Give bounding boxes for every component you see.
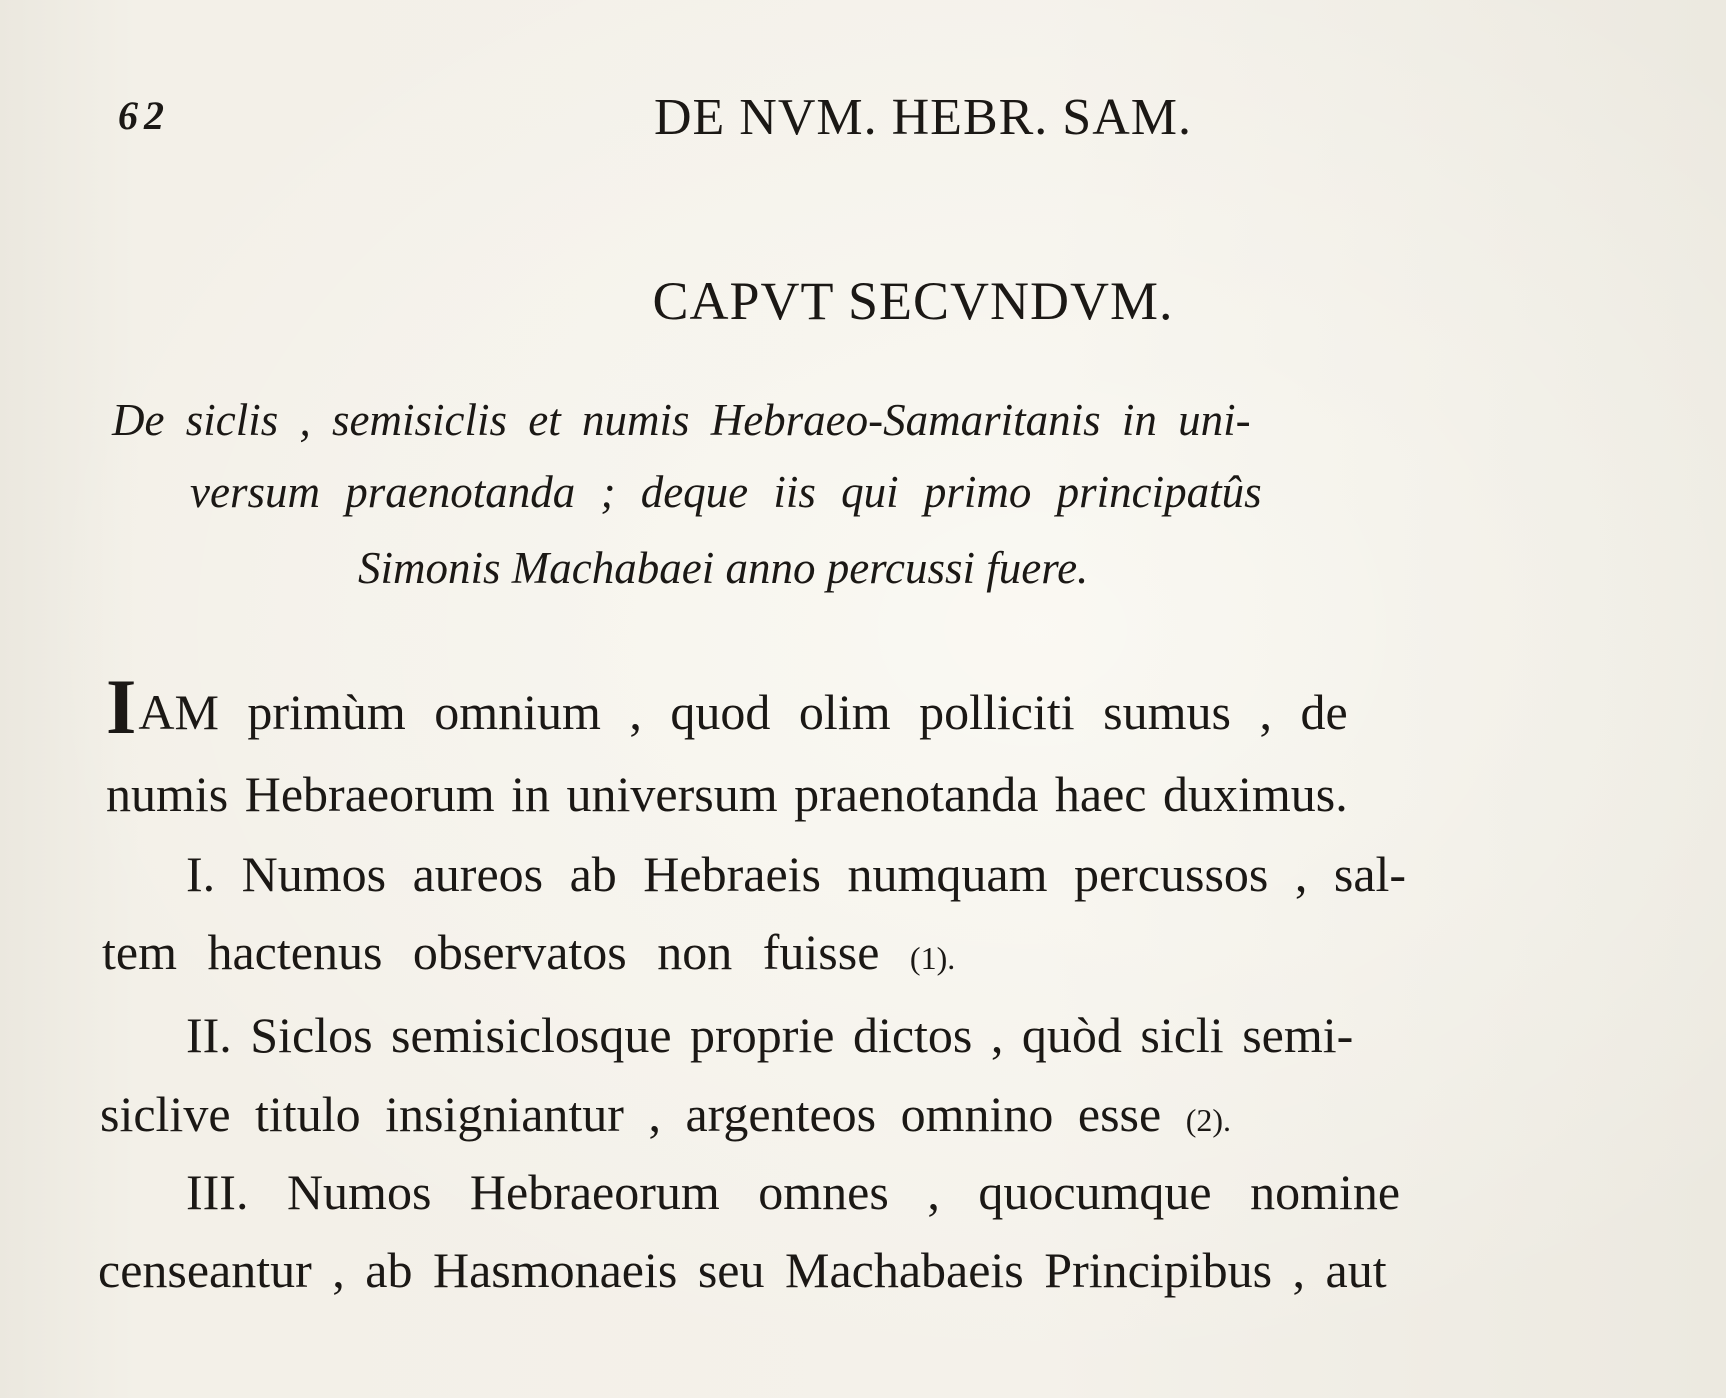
body-line: censeantur , ab Hasmonaeis seu Machabaeis Principibus , aut [98, 1242, 1387, 1298]
chapter-summary-line: De siclis , semisiclis et numis Hebraeo-Samaritanis in uni- [112, 395, 1251, 445]
footnote-ref: (1). [909, 940, 956, 976]
body-line: II. Siclos semisiclosque proprie dictos , quòd sicli semi- [186, 1007, 1354, 1063]
page-number: 62 [118, 93, 170, 138]
chapter-summary-line: Simonis Machabaei anno percussi fuere. [358, 543, 1089, 593]
body-line [100, 1074, 1231, 1160]
drop-cap: I [106, 663, 137, 750]
body-line-text: AM primùm omnium , quod olim polliciti sumus , de [138, 684, 1348, 740]
body-line [106, 663, 1348, 752]
body-line: numis Hebraeorum in universum praenotanda haec duximus. [106, 766, 1348, 822]
running-title: DE NVM. HEBR. SAM. [653, 89, 1193, 146]
body-line-text: tem hactenus observatos non fuisse [102, 924, 910, 980]
body-line: I. Numos aureos ab Hebraeis numquam percussos , sal- [186, 846, 1407, 902]
chapter-summary-line: versum praenotanda ; deque iis qui primo principatûs [190, 467, 1262, 517]
body-line: III. Numos Hebraeorum omnes , quocumque nomine [186, 1164, 1401, 1220]
chapter-title: CAPVT SECVNDVM. [652, 271, 1174, 331]
body-line-text: siclive titulo insigniantur , argenteos omnino esse [100, 1086, 1186, 1142]
footnote-ref: (2). [1185, 1102, 1232, 1138]
body-line [102, 912, 955, 998]
